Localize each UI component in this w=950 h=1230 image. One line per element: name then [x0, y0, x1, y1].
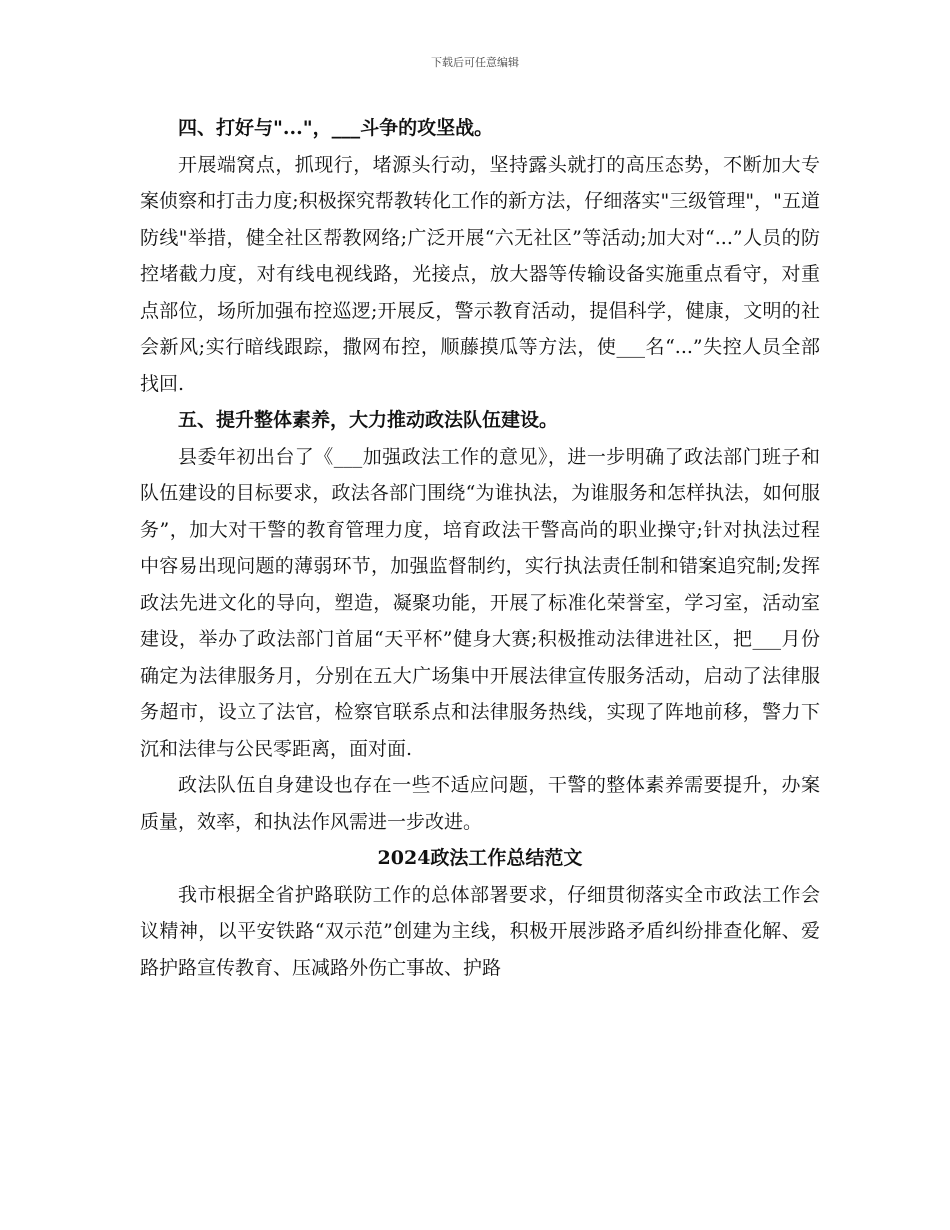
section-4-heading: 四、打好与"..."，___斗争的攻坚战。	[178, 117, 494, 139]
section-5-heading: 五、提升整体素养，大力推动政法队伍建设。	[178, 409, 559, 431]
section-5-paragraph-2: 政法队伍自身建设也存在一些不适应问题，干警的整体素养需要提升，办案质量，效率，和执法作风需进一步改进。	[140, 774, 820, 833]
intro-paragraph: 我市根据全省护路联防工作的总体部署要求，仔细贯彻落实全市政法工作会议精神，以平安铁路“双示范”创建为主线，积极开展涉路矛盾纠纷排查化解、爱路护路宣传教育、压减路外伤亡事故、护路	[140, 883, 820, 979]
section-5-paragraph-1: 县委年初出台了《___加强政法工作的意见》，进一步明确了政法部门班子和队伍建设的目标要求，政法各部门围绕“为谁执法，为谁服务和怎样执法，如何服务”，加大对干警的教育管理力度，培育政法干警高尚的职业操守;针对执法过程中容易出现问题的薄弱环节，加强监督制约，实行执法责任制和错案追究制;发挥政法先进文化的导向，塑造，凝聚功能，开展了标准化荣誉室，学习室，活动室建设，举办了政法部门首届“天平杯”健身大赛;积极推动法律进社区，把___月份确定为法律服务月，分别在五大广场集中开展法律宣传服务活动，启动了法律服务超市，设立了法官，检察官联系点和法律服务热线，实现了阵地前移，警力下沉和法律与公民零距离，面对面.	[140, 445, 820, 760]
page-header-note: 下载后可任意编辑	[431, 56, 519, 69]
document-body	[140, 110, 820, 986]
document-title: 2024政法工作总结范文	[377, 847, 583, 869]
section-4-paragraph: 开展端窝点，抓现行，堵源头行动，坚持露头就打的高压态势，不断加大专案侦察和打击力度;积极探究帮教转化工作的新方法，仔细落实"三级管理"，"五道防线"举措，健全社区帮教网络;广泛开展“六无社区”等活动;加大对“...”人员的防控堵截力度，对有线电视线路，光接点，放大器等传输设备实施重点看守，对重点部位，场所加强布控巡逻;开展反，警示教育活动，提倡科学，健康，文明的社会新风;实行暗线跟踪，撒网布控，顺藤摸瓜等方法，使___名“...”失控人员全部找回.	[140, 153, 820, 395]
